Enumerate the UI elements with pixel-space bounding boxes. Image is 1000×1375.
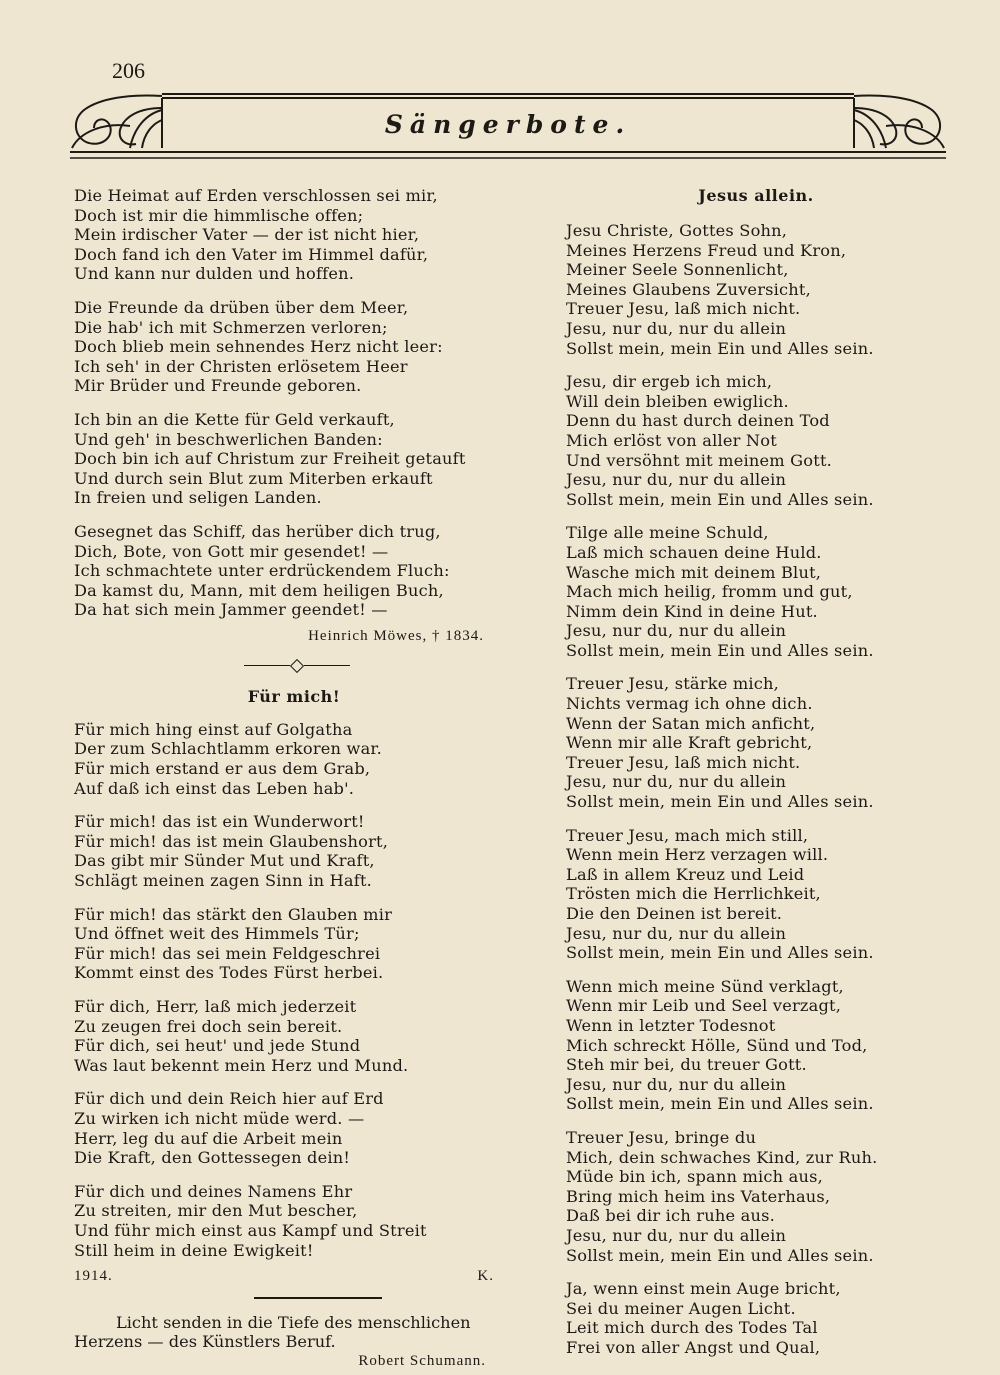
poem-line: Für mich! das ist ein Wunderwort! [74,812,365,832]
poem2-author: K. [477,1268,494,1285]
poem-line: Sollst mein, mein Ein und Alles sein. [566,640,874,660]
poem-line: Bring mich heim ins Vaterhaus, [566,1186,831,1206]
poem-line: Die hab' ich mit Schmerzen verloren; [74,317,388,337]
poem-line: Jesu, nur du, nur du allein [566,1225,787,1245]
poem1-stanza-4 [74,522,514,620]
poem-line: Meines Glaubens Zuversicht, [566,279,811,299]
poem-line: Jesu, nur du, nur du allein [566,1074,787,1094]
poem-line: Die den Deinen ist bereit. [566,904,783,923]
poem-line: Meines Herzens Freud und Kron, [566,240,847,260]
poem-line: Doch blieb mein sehnendes Herz nicht leer: [74,337,443,357]
poem-line: Still heim in deine Ewigkeit! [74,1240,314,1260]
poem-line: Was laut bekennt mein Herz und Mund. [74,1055,409,1075]
poem-line: Für mich! das ist mein Glaubenshort, [74,831,389,851]
poem-line: Sollst mein, mein Ein und Alles sein. [566,943,874,963]
poem-line: Meiner Seele Sonnenlicht, [566,260,789,280]
poem3-stanza-3 [566,523,946,660]
poem-line: Doch ist mir die himmlische offen; [74,205,364,225]
poem-line: Sollst mein, mein Ein und Alles sein. [566,489,874,509]
poem-line: Daß bei dir ich ruhe aus. [566,1206,775,1226]
poem-line: Jesu, nur du, nur du allein [566,470,787,490]
poem-line: Wenn der Satan mich anficht, [566,713,816,733]
poem-line: Trösten mich die Herrlichkeit, [566,884,821,904]
poem3-stanza-6 [566,977,946,1114]
poem-line: Für dich, Herr, laß mich jederzeit [74,997,357,1016]
poem-line: Mich schreckt Hölle, Sünd und Tod, [566,1035,868,1055]
poem-line: Treuer Jesu, laß mich nicht. [566,752,801,772]
poem-line: Treuer Jesu, laß mich nicht. [566,299,801,319]
poem-line: Doch bin ich auf Christum zur Freiheit getauft [74,449,466,469]
poem3-stanza-4 [566,674,946,811]
poem-line: Und kann nur dulden und hoffen. [74,264,355,284]
poem3-stanza-7 [566,1128,946,1265]
poem-line: Da kamst du, Mann, mit dem heiligen Buch, [74,580,444,600]
poem-line: Sollst mein, mein Ein und Alles sein. [566,338,874,358]
poem-line: Steh mir bei, du treuer Gott. [566,1055,807,1075]
poem3-stanza-8 [566,1279,946,1357]
poem-line: Wenn mich meine Sünd verklagt, [566,976,844,996]
poem3-stanza-2 [566,372,946,509]
poem-line: Für mich! das sei mein Feldgeschrei [74,943,381,963]
poem-line: Jesu, nur du, nur du allein [566,621,787,641]
page-number: 206 [112,58,145,83]
poem2-footer [74,1268,514,1285]
poem1-stanza-1 [74,186,514,284]
poem-line: Jesu, nur du, nur du allein [566,318,787,338]
poem-line: Treuer Jesu, mach mich still, [566,825,809,845]
poem-line: Jesu Christe, Gottes Sohn, [566,221,788,240]
poem-line: Für mich! das stärkt den Glauben mir [74,904,393,924]
poem-line: Müde bin ich, spann mich aus, [566,1167,823,1187]
poem-line: Da hat sich mein Jammer geendet! — [74,600,388,620]
poem-line: Für dich, sei heut' und jede Stund [74,1036,361,1056]
poem-line: Jesu, nur du, nur du allein [566,923,787,943]
poem-line: Wasche mich mit deinem Blut, [566,562,822,582]
poem-line: Tilge alle meine Schuld, [566,523,769,543]
poem-line: Doch fand ich den Vater im Himmel dafür, [74,244,429,264]
poem3-title: Jesus allein. [698,186,814,205]
quote-block [74,1313,514,1370]
poem-line: Das gibt mir Sünder Mut und Kraft, [74,851,375,871]
poem2-stanza-5 [74,1089,514,1167]
right-column [566,186,946,1371]
poem-line: Mach mich heilig, fromm und gut, [566,582,853,602]
magazine-title: Sängerbote. [384,110,632,139]
quote-divider [254,1297,382,1299]
poem-line: Frei von aller Angst und Qual, [566,1337,821,1357]
poem2-stanza-6 [74,1182,514,1260]
poem3-stanza-1 [566,221,946,358]
poem-line: Sollst mein, mein Ein und Alles sein. [566,1245,874,1265]
poem-line: Wenn mir Leib und Seel verzagt, [566,996,842,1016]
poem-line: Nimm dein Kind in deine Hut. [566,601,818,621]
poem-line: Für dich und dein Reich hier auf Erd [74,1089,384,1109]
poem-line: Der zum Schlachtlamm erkoren war. [74,739,382,759]
poem-line: Jesu, dir ergeb ich mich, [566,372,773,392]
poem-line: Und durch sein Blut zum Miterben erkauft [74,468,433,488]
poem1-stanza-3 [74,410,514,508]
poem-line: Herr, leg du auf die Arbeit mein [74,1128,343,1148]
poem-line: Treuer Jesu, stärke mich, [566,674,779,694]
poem-line: Gesegnet das Schiff, das herüber dich trug, [74,521,441,541]
poem-line: Jesu, nur du, nur du allein [566,772,787,792]
poem-line: Und führ mich einst aus Kampf und Streit [74,1220,427,1240]
poem-line: Ich bin an die Kette für Geld verkauft, [74,409,395,429]
poem-line: Und geh' in beschwerlichen Banden: [74,429,383,449]
poem1-signature: Heinrich Möwes, † 1834. [308,627,484,644]
poem2-stanza-4 [74,997,514,1075]
page-header [70,88,946,164]
poem-line: Auf daß ich einst das Leben hab'. [74,778,355,798]
poem-line: Kommt einst des Todes Fürst herbei. [74,963,384,983]
poem-line: Und versöhnt mit meinem Gott. [566,450,833,470]
poem-line: Zu wirken ich nicht müde werd. — [74,1108,365,1128]
poem-line: Ich seh' in der Christen erlösetem Heer [74,356,408,376]
diamond-ornament-icon [290,659,304,673]
poem-line: Will dein bleiben ewiglich. [566,391,789,411]
quote-line: Licht senden in die Tiefe des menschlichen [116,1312,471,1332]
poem-line: Treuer Jesu, bringe du [566,1127,757,1147]
poem-line: Laß mich schauen deine Huld. [566,542,822,562]
poem2-year: 1914. [74,1268,113,1285]
poem-line: Mir Brüder und Freunde geboren. [74,376,362,396]
poem-line: Sei du meiner Augen Licht. [566,1298,796,1318]
poem3-stanza-5 [566,826,946,963]
left-column [74,186,514,1370]
poem-line: Ja, wenn einst mein Auge bricht, [566,1279,841,1299]
poem-line: Mich, dein schwaches Kind, zur Ruh. [566,1147,878,1167]
poem-line: Die Kraft, den Gottessegen dein! [74,1148,351,1168]
section-divider [74,659,514,673]
poem-line: Wenn in letzter Todesnot [566,1015,776,1035]
poem-line: Mein irdischer Vater — der ist nicht hier, [74,225,420,245]
poem-line: Zu zeugen frei doch sein bereit. [74,1016,343,1036]
poem-line: Ich schmachtete unter erdrückendem Fluch: [74,561,450,581]
poem-line: Dich, Bote, von Gott mir gesendet! — [74,541,389,561]
poem-line: Wenn mir alle Kraft gebricht, [566,733,813,753]
poem2-stanza-2 [74,812,514,890]
poem-line: Für dich und deines Namens Ehr [74,1181,353,1201]
poem2-stanza-1 [74,720,514,798]
poem2-stanza-3 [74,905,514,983]
poem-line: Laß in allem Kreuz und Leid [566,864,805,884]
poem-line: Die Heimat auf Erden verschlossen sei mir, [74,186,438,205]
poem-line: Sollst mein, mein Ein und Alles sein. [566,1094,874,1114]
poem-line: Für mich hing einst auf Golgatha [74,719,353,739]
poem-line: Nichts vermag ich ohne dich. [566,694,813,714]
poem1-stanza-2 [74,298,514,396]
poem-line: Denn du hast durch deinen Tod [566,411,830,431]
poem-line: Wenn mein Herz verzagen will. [566,845,829,865]
quote-author: Robert Schumann. [358,1352,486,1369]
poem-line: Mich erlöst von aller Not [566,430,777,450]
poem-line: Und öffnet weit des Himmels Tür; [74,924,360,944]
poem2-title: Für mich! [247,686,341,706]
quote-line: Herzens — des Künstlers Beruf. [74,1332,336,1352]
poem-line: In freien und seligen Landen. [74,488,322,508]
poem-line: Schlägt meinen zagen Sinn in Haft. [74,871,373,891]
poem-line: Sollst mein, mein Ein und Alles sein. [566,792,874,812]
poem-line: Für mich erstand er aus dem Grab, [74,759,371,779]
poem-line: Zu streiten, mir den Mut bescher, [74,1201,358,1221]
poem-line: Die Freunde da drüben über dem Meer, [74,297,409,317]
poem-line: Leit mich durch des Todes Tal [566,1318,818,1338]
